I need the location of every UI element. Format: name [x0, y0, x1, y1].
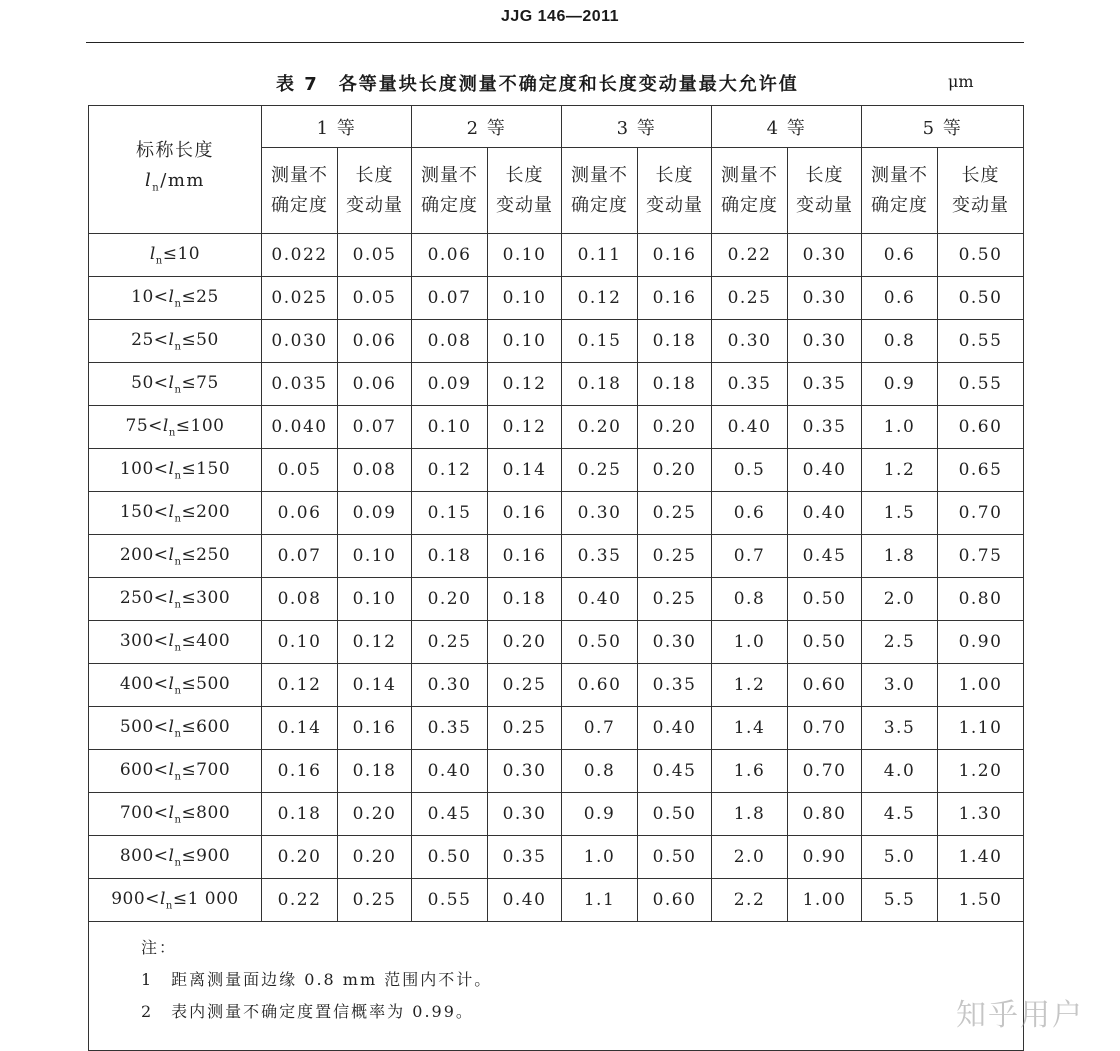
header-rule	[86, 42, 1024, 43]
variation-cell: 0.35	[638, 664, 712, 707]
variation-cell: 0.12	[488, 363, 562, 406]
variation-cell: 0.50	[638, 836, 712, 879]
grade-header-4: 4 等	[712, 106, 862, 148]
uncertainty-cell: 0.9	[862, 363, 938, 406]
variation-cell: 0.18	[338, 750, 412, 793]
uncertainty-cell: 0.35	[562, 535, 638, 578]
variation-cell: 0.10	[488, 320, 562, 363]
uncertainty-cell: 1.4	[712, 707, 788, 750]
variation-cell: 0.05	[338, 277, 412, 320]
uncertainty-cell: 0.12	[412, 449, 488, 492]
uncertainty-cell: 4.5	[862, 793, 938, 836]
variation-cell: 0.40	[788, 492, 862, 535]
variation-cell: 0.20	[338, 836, 412, 879]
variation-cell: 0.55	[938, 363, 1024, 406]
variation-cell: 1.10	[938, 707, 1024, 750]
variation-cell: 0.16	[338, 707, 412, 750]
uncertainty-cell: 0.30	[412, 664, 488, 707]
variation-cell: 0.60	[638, 879, 712, 922]
uncertainty-cell: 0.12	[562, 277, 638, 320]
nominal-length-range: $200<l_n\le 250$	[89, 535, 262, 578]
uncertainty-cell: 0.20	[562, 406, 638, 449]
table-row	[89, 406, 1024, 449]
variation-cell: 0.80	[788, 793, 862, 836]
uncertainty-cell: 0.15	[412, 492, 488, 535]
nominal-length-range: $10<l_n\le 25$	[89, 277, 262, 320]
variation-cell: 0.18	[488, 578, 562, 621]
table-row	[89, 750, 1024, 793]
note-2: 2 表内测量不确定度置信概率为 0.99。	[141, 1002, 474, 1021]
tolerance-table	[88, 105, 1024, 1051]
variation-cell: 0.07	[338, 406, 412, 449]
table-row	[89, 793, 1024, 836]
uncertainty-cell: 0.16	[262, 750, 338, 793]
variation-header-grade-3: 长度 变动量	[638, 148, 712, 234]
variation-cell: 0.25	[638, 578, 712, 621]
uncertainty-header-grade-4: 测量不 确定度	[712, 148, 788, 234]
variation-cell: 0.30	[788, 234, 862, 277]
variation-cell: 0.30	[788, 320, 862, 363]
variation-cell: 0.20	[338, 793, 412, 836]
nominal-length-range: $25<l_n\le 50$	[89, 320, 262, 363]
nominal-length-range: $500<l_n\le 600$	[89, 707, 262, 750]
uncertainty-header-grade-5: 测量不 确定度	[862, 148, 938, 234]
uncertainty-cell: 0.45	[412, 793, 488, 836]
variation-cell: 0.80	[938, 578, 1024, 621]
uncertainty-cell: 5.5	[862, 879, 938, 922]
table-row	[89, 621, 1024, 664]
variation-cell: 0.45	[638, 750, 712, 793]
grade-header-3: 3 等	[562, 106, 712, 148]
uncertainty-cell: 3.0	[862, 664, 938, 707]
uncertainty-cell: 1.5	[862, 492, 938, 535]
variation-cell: 0.90	[788, 836, 862, 879]
uncertainty-cell: 1.0	[562, 836, 638, 879]
uncertainty-cell: 0.06	[262, 492, 338, 535]
variation-cell: 0.18	[638, 363, 712, 406]
variation-cell: 0.10	[338, 578, 412, 621]
variation-cell: 0.16	[638, 234, 712, 277]
uncertainty-cell: 0.40	[562, 578, 638, 621]
table-row	[89, 234, 1024, 277]
uncertainty-cell: 0.14	[262, 707, 338, 750]
uncertainty-cell: 0.7	[712, 535, 788, 578]
table-row	[89, 449, 1024, 492]
uncertainty-cell: 3.5	[862, 707, 938, 750]
uncertainty-cell: 0.30	[712, 320, 788, 363]
uncertainty-cell: 0.035	[262, 363, 338, 406]
variation-cell: 0.09	[338, 492, 412, 535]
variation-cell: 0.16	[488, 492, 562, 535]
variation-cell: 1.00	[938, 664, 1024, 707]
nominal-length-header	[89, 106, 262, 234]
grade-header-row	[89, 106, 1024, 148]
table-row	[89, 879, 1024, 922]
grade-header-5: 5 等	[862, 106, 1024, 148]
variation-cell: 0.40	[788, 449, 862, 492]
nominal-length-range: $100<l_n\le 150$	[89, 449, 262, 492]
uncertainty-cell: 0.7	[562, 707, 638, 750]
uncertainty-cell: 0.20	[262, 836, 338, 879]
variation-cell: 0.70	[938, 492, 1024, 535]
uncertainty-cell: 0.40	[712, 406, 788, 449]
uncertainty-cell: 0.35	[412, 707, 488, 750]
uncertainty-cell: 0.18	[562, 363, 638, 406]
note-1: 1 距离测量面边缘 0.8 mm 范围内不计。	[141, 970, 493, 989]
nominal-length-range: $600<l_n\le 700$	[89, 750, 262, 793]
uncertainty-cell: 0.030	[262, 320, 338, 363]
variation-cell: 1.50	[938, 879, 1024, 922]
nominal-length-range: $800<l_n\le 900$	[89, 836, 262, 879]
variation-cell: 0.25	[488, 664, 562, 707]
variation-cell: 0.50	[938, 277, 1024, 320]
variation-cell: 0.30	[788, 277, 862, 320]
nominal-length-label: 标称长度	[136, 139, 214, 161]
uncertainty-cell: 0.022	[262, 234, 338, 277]
uncertainty-cell: 0.22	[262, 879, 338, 922]
grade-header-1: 1 等	[262, 106, 412, 148]
table-row	[89, 535, 1024, 578]
variation-cell: 0.14	[338, 664, 412, 707]
variation-cell: 0.25	[488, 707, 562, 750]
variation-cell: 0.06	[338, 320, 412, 363]
grade-header-2: 2 等	[412, 106, 562, 148]
nominal-length-range: $50<l_n\le 75$	[89, 363, 262, 406]
variation-cell: 0.60	[938, 406, 1024, 449]
uncertainty-cell: 0.5	[712, 449, 788, 492]
variation-cell: 0.14	[488, 449, 562, 492]
nominal-length-range: $400<l_n\le 500$	[89, 664, 262, 707]
uncertainty-cell: 0.040	[262, 406, 338, 449]
variation-cell: 0.16	[488, 535, 562, 578]
variation-cell: 1.30	[938, 793, 1024, 836]
table-row	[89, 578, 1024, 621]
uncertainty-cell: 2.0	[712, 836, 788, 879]
uncertainty-cell: 0.9	[562, 793, 638, 836]
variation-cell: 0.60	[788, 664, 862, 707]
variation-cell: 0.30	[488, 793, 562, 836]
uncertainty-header-grade-2: 测量不 确定度	[412, 148, 488, 234]
uncertainty-cell: 0.6	[862, 234, 938, 277]
variation-cell: 0.50	[788, 578, 862, 621]
variation-cell: 0.55	[938, 320, 1024, 363]
variation-cell: 0.90	[938, 621, 1024, 664]
uncertainty-cell: 1.1	[562, 879, 638, 922]
table-row	[89, 707, 1024, 750]
variation-cell: 0.12	[338, 621, 412, 664]
variation-cell: 0.75	[938, 535, 1024, 578]
uncertainty-cell: 2.5	[862, 621, 938, 664]
variation-header-grade-5: 长度 变动量	[938, 148, 1024, 234]
table-row	[89, 277, 1024, 320]
nominal-length-range: $700<l_n\le 800$	[89, 793, 262, 836]
nominal-length-range: $150<l_n\le 200$	[89, 492, 262, 535]
notes-cell	[89, 922, 1024, 1051]
variation-cell: 0.25	[638, 535, 712, 578]
uncertainty-cell: 0.40	[412, 750, 488, 793]
variation-cell: 0.70	[788, 750, 862, 793]
variation-cell: 0.10	[488, 234, 562, 277]
uncertainty-header-grade-1: 测量不 确定度	[262, 148, 338, 234]
uncertainty-cell: 0.25	[412, 621, 488, 664]
uncertainty-cell: 0.10	[262, 621, 338, 664]
variation-cell: 0.35	[788, 363, 862, 406]
table-row	[89, 836, 1024, 879]
variation-cell: 0.30	[638, 621, 712, 664]
uncertainty-cell: 0.50	[562, 621, 638, 664]
uncertainty-cell: 2.2	[712, 879, 788, 922]
variation-cell: 0.50	[788, 621, 862, 664]
variation-cell: 0.65	[938, 449, 1024, 492]
variation-cell: 0.40	[488, 879, 562, 922]
variation-cell: 0.10	[488, 277, 562, 320]
variation-cell: 0.45	[788, 535, 862, 578]
variation-cell: 1.40	[938, 836, 1024, 879]
variation-cell: 0.25	[338, 879, 412, 922]
variation-cell: 0.05	[338, 234, 412, 277]
variation-cell: 0.20	[638, 449, 712, 492]
table-title: 表 7 各等量块长度测量不确定度和长度变动量最大允许值	[276, 74, 799, 95]
document-header: JJG 146—2011	[500, 8, 620, 25]
nominal-length-range: $250<l_n\le 300$	[89, 578, 262, 621]
variation-cell: 1.20	[938, 750, 1024, 793]
variation-cell: 0.12	[488, 406, 562, 449]
notes-row	[89, 922, 1024, 1051]
variation-header-grade-1: 长度 变动量	[338, 148, 412, 234]
unit-label: μm	[948, 72, 974, 91]
uncertainty-cell: 0.50	[412, 836, 488, 879]
variation-cell: 0.06	[338, 363, 412, 406]
uncertainty-cell: 0.08	[412, 320, 488, 363]
uncertainty-cell: 1.6	[712, 750, 788, 793]
uncertainty-cell: 0.30	[562, 492, 638, 535]
nominal-length-range: $l_n\le 10$	[89, 234, 262, 277]
nominal-length-range: $75<l_n\le 100$	[89, 406, 262, 449]
uncertainty-cell: 0.8	[562, 750, 638, 793]
variation-cell: 0.30	[488, 750, 562, 793]
uncertainty-cell: 0.18	[262, 793, 338, 836]
variation-cell: 0.18	[638, 320, 712, 363]
table-row	[89, 492, 1024, 535]
nominal-length-range: $300<l_n\le 400$	[89, 621, 262, 664]
uncertainty-cell: 0.6	[712, 492, 788, 535]
uncertainty-cell: 0.08	[262, 578, 338, 621]
uncertainty-cell: 1.0	[862, 406, 938, 449]
uncertainty-cell: 0.07	[412, 277, 488, 320]
uncertainty-cell: 0.10	[412, 406, 488, 449]
variation-cell: 0.35	[488, 836, 562, 879]
uncertainty-cell: 0.35	[712, 363, 788, 406]
variation-header-grade-2: 长度 变动量	[488, 148, 562, 234]
nominal-length-unit: /mm	[160, 169, 205, 191]
notes-title: 注：	[141, 938, 178, 957]
uncertainty-cell: 0.06	[412, 234, 488, 277]
uncertainty-cell: 1.8	[862, 535, 938, 578]
variation-cell: 0.08	[338, 449, 412, 492]
uncertainty-cell: 0.25	[712, 277, 788, 320]
variation-cell: 0.20	[638, 406, 712, 449]
uncertainty-cell: 1.2	[712, 664, 788, 707]
uncertainty-cell: 0.60	[562, 664, 638, 707]
variation-cell: 0.70	[788, 707, 862, 750]
uncertainty-cell: 0.11	[562, 234, 638, 277]
variation-header-grade-4: 长度 变动量	[788, 148, 862, 234]
uncertainty-cell: 0.25	[562, 449, 638, 492]
uncertainty-cell: 0.6	[862, 277, 938, 320]
nominal-length-range: $900<l_n\le 1$ 000	[89, 879, 262, 922]
uncertainty-cell: 0.12	[262, 664, 338, 707]
variation-cell: 0.20	[488, 621, 562, 664]
uncertainty-cell: 0.20	[412, 578, 488, 621]
variation-cell: 0.50	[638, 793, 712, 836]
uncertainty-cell: 1.0	[712, 621, 788, 664]
uncertainty-cell: 0.18	[412, 535, 488, 578]
variation-cell: 0.25	[638, 492, 712, 535]
uncertainty-cell: 2.0	[862, 578, 938, 621]
table-row	[89, 320, 1024, 363]
variation-cell: 0.40	[638, 707, 712, 750]
uncertainty-cell: 0.22	[712, 234, 788, 277]
uncertainty-cell: 0.8	[712, 578, 788, 621]
variation-cell: 0.10	[338, 535, 412, 578]
table-row	[89, 664, 1024, 707]
variation-cell: 0.16	[638, 277, 712, 320]
watermark: 知乎用户	[956, 998, 1084, 1033]
uncertainty-cell: 5.0	[862, 836, 938, 879]
nominal-length-symbol: $l_n$	[145, 169, 161, 194]
uncertainty-cell: 0.09	[412, 363, 488, 406]
uncertainty-cell: 0.07	[262, 535, 338, 578]
uncertainty-cell: 0.55	[412, 879, 488, 922]
uncertainty-cell: 0.025	[262, 277, 338, 320]
uncertainty-header-grade-3: 测量不 确定度	[562, 148, 638, 234]
uncertainty-cell: 1.2	[862, 449, 938, 492]
uncertainty-cell: 4.0	[862, 750, 938, 793]
variation-cell: 0.50	[938, 234, 1024, 277]
variation-cell: 0.35	[788, 406, 862, 449]
uncertainty-cell: 0.8	[862, 320, 938, 363]
table-row	[89, 363, 1024, 406]
uncertainty-cell: 0.15	[562, 320, 638, 363]
variation-cell: 1.00	[788, 879, 862, 922]
uncertainty-cell: 1.8	[712, 793, 788, 836]
uncertainty-cell: 0.05	[262, 449, 338, 492]
